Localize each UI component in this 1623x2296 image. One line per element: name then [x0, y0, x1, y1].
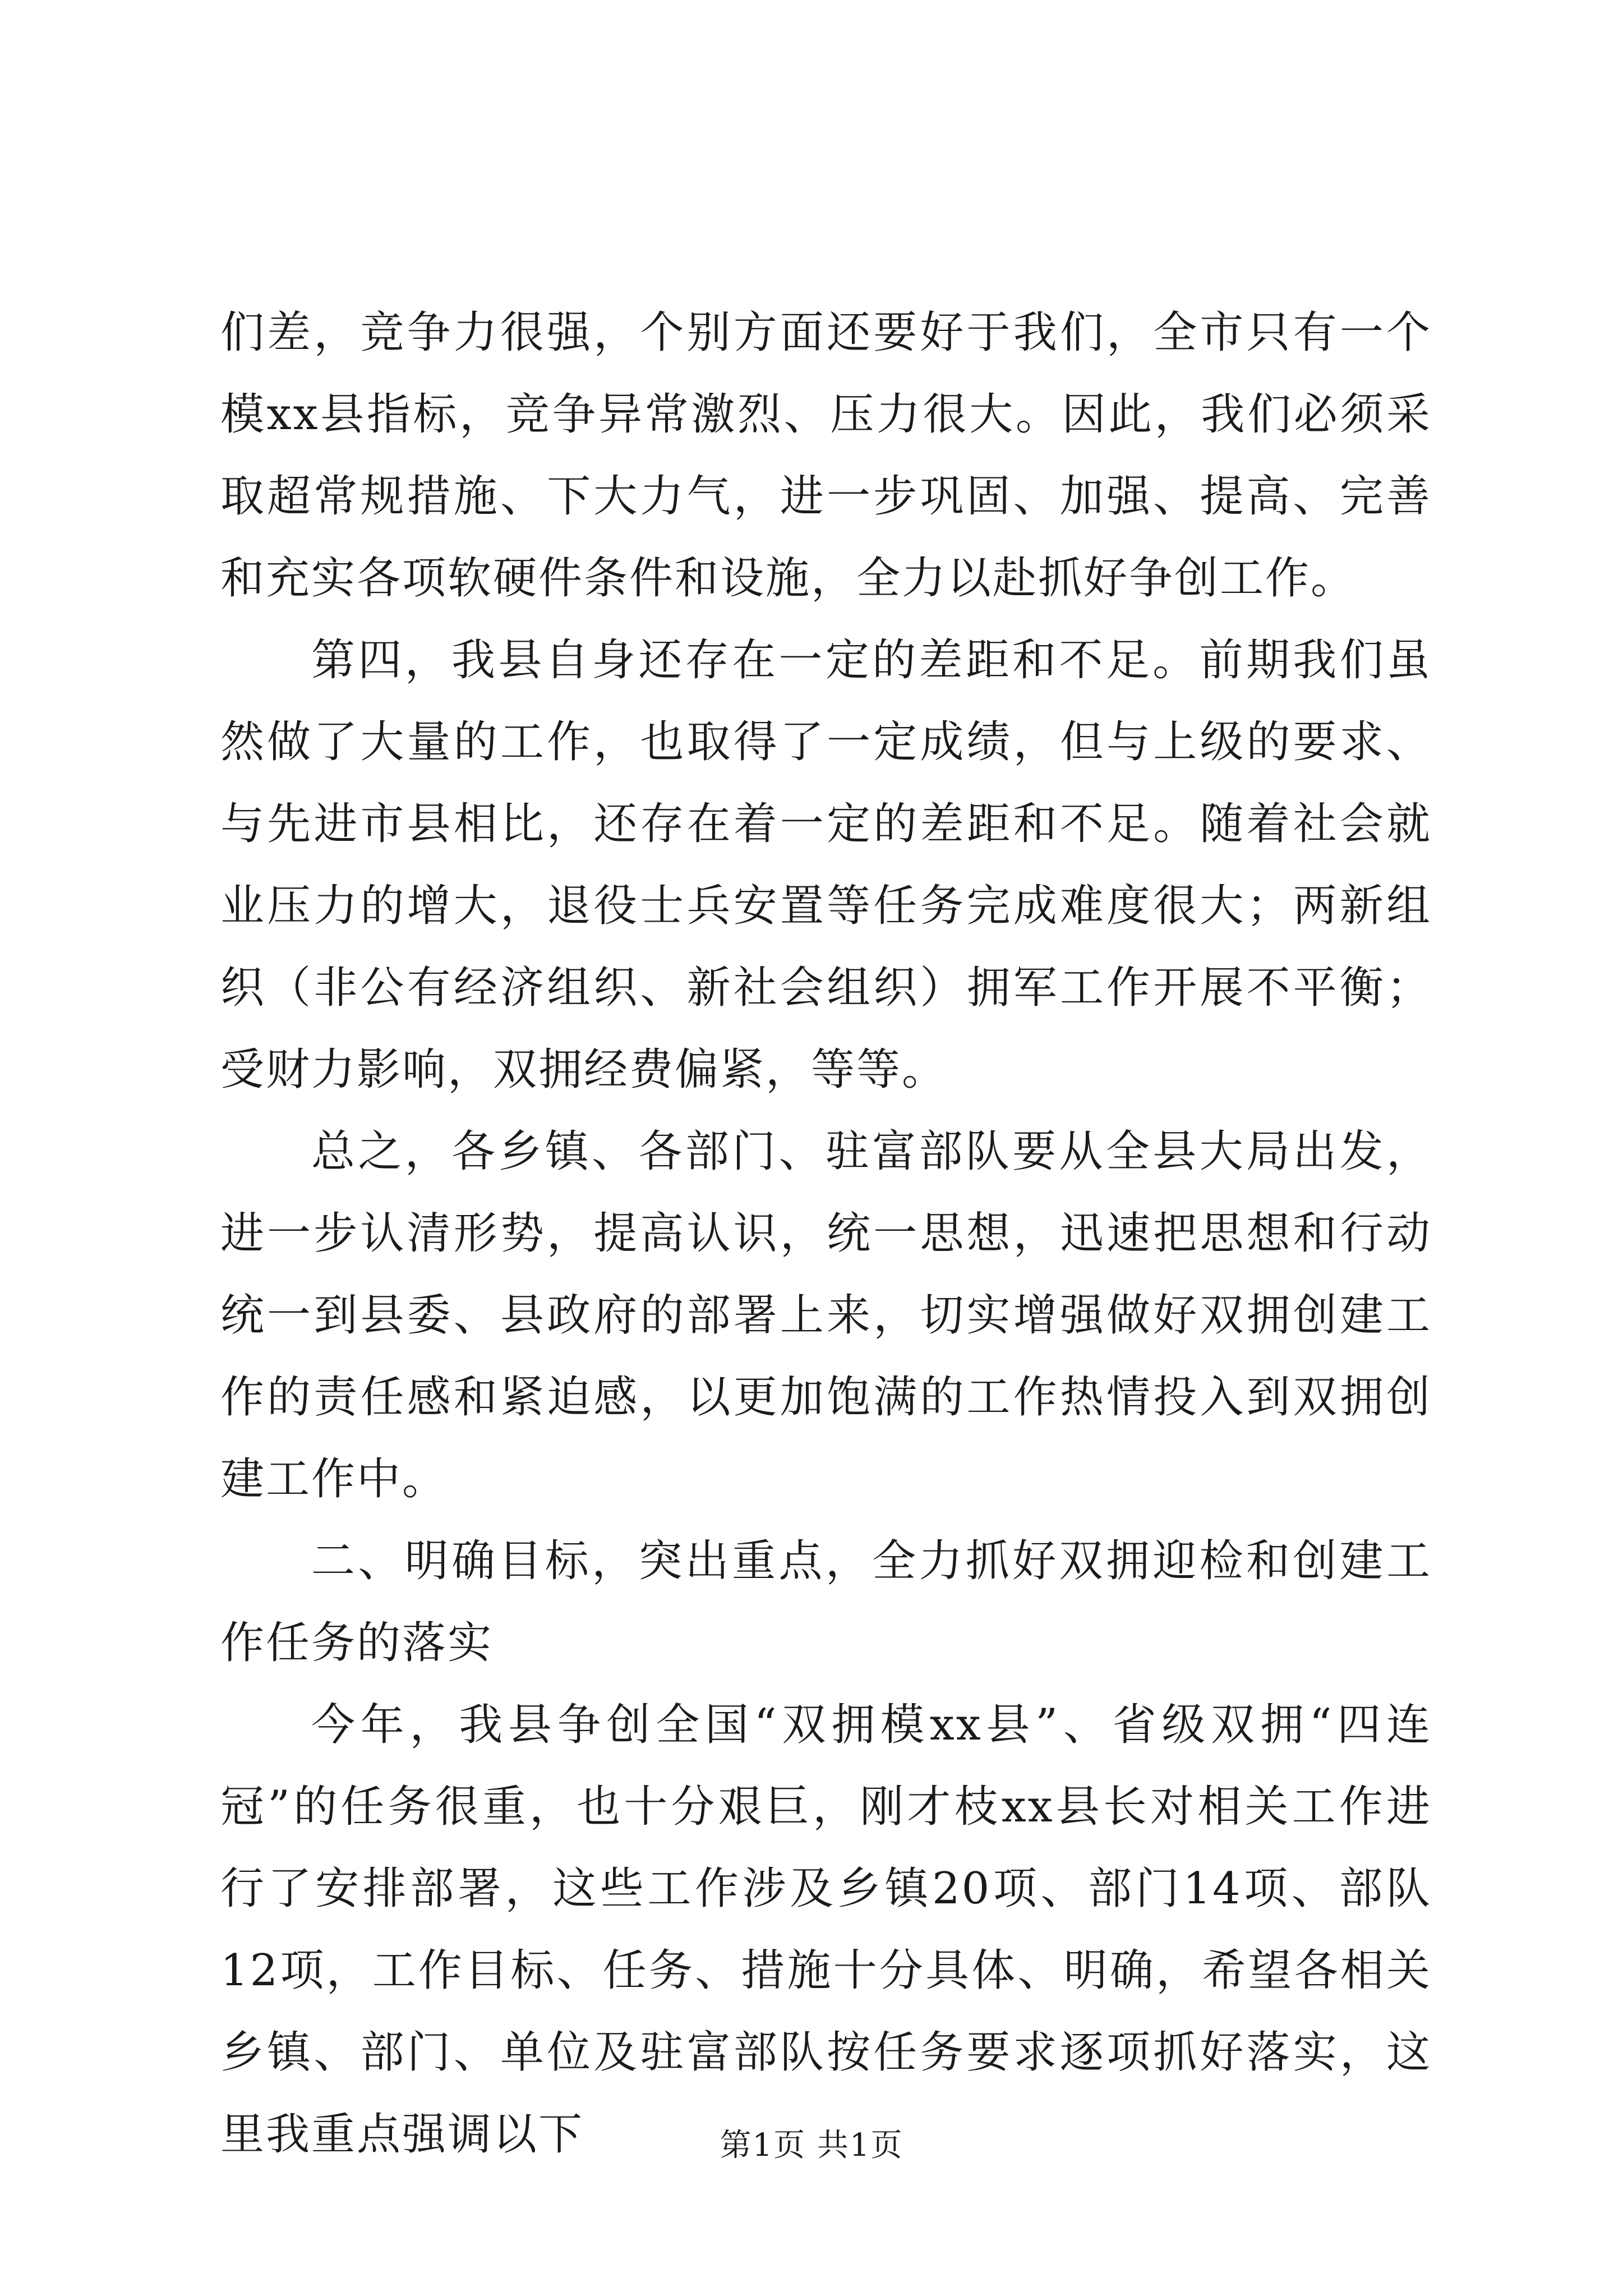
- paragraph-fourth-point: 第四，我县自身还存在一定的差距和不足。前期我们虽然做了大量的工作，也取得了一定成绩，但与上级的要求、与先进市县相比，还存在着一定的差距和不足。随着社会就业压力的增大，退役士兵安置等任务完成难度很大；两新组织（非公有经济组织、新社会组织）拥军工作开展不平衡；受财力影响，双拥经费偏紧，等等。: [220, 635, 1432, 1095]
- section-heading: 二、明确目标，突出重点，全力抓好双拥迎检和创建工作任务的落实: [220, 1536, 1432, 1668]
- document-body: [220, 292, 1432, 2175]
- paragraph-continuation: 们差，竞争力很强，个别方面还要好于我们，全市只有一个模xx县指标，竞争异常激烈、压力很大。因此，我们必须采取超常规措施、下大力气，进一步巩固、加强、提高、完善和充实各项软硬件条件和设施，全力以赴抓好争创工作。: [220, 307, 1432, 604]
- paragraph-this-year: 今年，我县争创全国“双拥模xx县”、省级双拥“四连冠”的任务很重，也十分艰巨，刚才枝xx县长对相关工作进行了安排部署，这些工作涉及乡镇20项、部门14项、部队12项，工作目标、任务、措施十分具体、明确，希望各相关乡镇、部门、单位及驻富部队按任务要求逐项抓好落实，这里我重点强调以下: [220, 1700, 1432, 2160]
- paragraph-summary: 总之，各乡镇、各部门、驻富部队要从全县大局出发，进一步认清形势，提高认识，统一思想，迅速把思想和行动统一到县委、县政府的部署上来，切实增强做好双拥创建工作的责任感和紧迫感，以更加饱满的工作热情投入到双拥创建工作中。: [220, 1126, 1432, 1504]
- page-footer: 第1页 共1页: [720, 2127, 903, 2164]
